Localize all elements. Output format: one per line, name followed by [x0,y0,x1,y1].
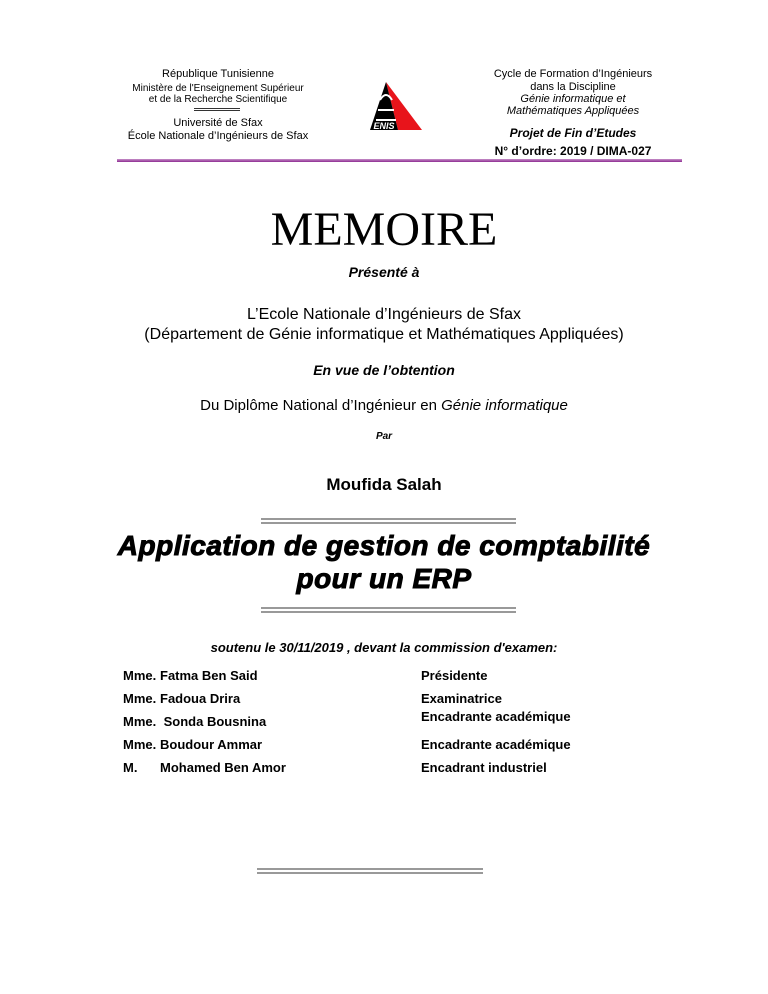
member-title: Mme. [123,668,157,683]
country: République Tunisienne [162,68,274,80]
institution-line2: (Département de Génie informatique et Mathématiques Appliquées) [144,326,624,343]
member-name: Boudour Ammar [160,737,263,752]
enis-logo [368,80,424,134]
ministry-line2: et de la Recherche Scientifique [148,94,288,105]
member-name: Sonda Bousnina [160,714,267,729]
ministry-line1: Ministère de l'Enseignement Supérieur [132,83,304,94]
diploma-field: Génie informatique [441,397,568,414]
member-role: Encadrante académique [421,709,571,724]
member-name: Fatma Ben Said [160,668,258,683]
document-title: MEMOIRE [270,203,498,256]
institution-line1: L’Ecole Nationale d’Ingénieurs de Sfax [247,306,521,323]
member-name: Fadoua Drira [160,691,241,706]
footer-rule [257,868,483,874]
title-rule-bottom [261,607,516,613]
svg-text:ENIS: ENIS [373,121,395,131]
member-role: Encadrant industriel [421,760,547,775]
header-divider [194,108,240,111]
order-number: N° d’ordre: 2019 / DIMA-027 [494,144,652,158]
in-view-of: En vue de l’obtention [313,362,455,378]
title-rule-top [261,518,516,524]
discipline: dans la Discipline [530,81,616,93]
member-role: Encadrante académique [421,737,571,752]
presented-to: Présenté à [348,264,420,280]
diploma [200,397,568,414]
member-title: Mme. [123,737,157,752]
member-name: Mohamed Ben Amor [160,760,286,775]
diploma-prefix: Du Diplôme National d’Ingénieur en [200,397,442,414]
header-rule [117,159,682,162]
cycle: Cycle de Formation d’Ingénieurs [493,68,653,80]
by-label: Par [375,431,393,442]
member-role: Présidente [421,668,488,683]
member-title: Mme. [123,714,157,729]
thesis-title-line2: pour un ERP [296,563,472,594]
field-line2: Mathématiques Appliquées [506,105,640,117]
member-title: Mme. [123,691,157,706]
member-role: Examinatrice [421,691,502,706]
university: Université de Sfax [173,117,263,129]
field-line1: Génie informatique et [520,93,626,105]
project-type: Projet de Fin d’Etudes [509,126,637,140]
defense-info: soutenu le 30/11/2019 , devant la commission d'examen: [210,640,558,655]
school: École Nationale d’Ingénieurs de Sfax [127,130,309,142]
author-name: Moufida Salah [326,475,442,494]
thesis-title-line1: Application de gestion de comptabilité [117,530,651,561]
member-title: M. [123,760,138,775]
